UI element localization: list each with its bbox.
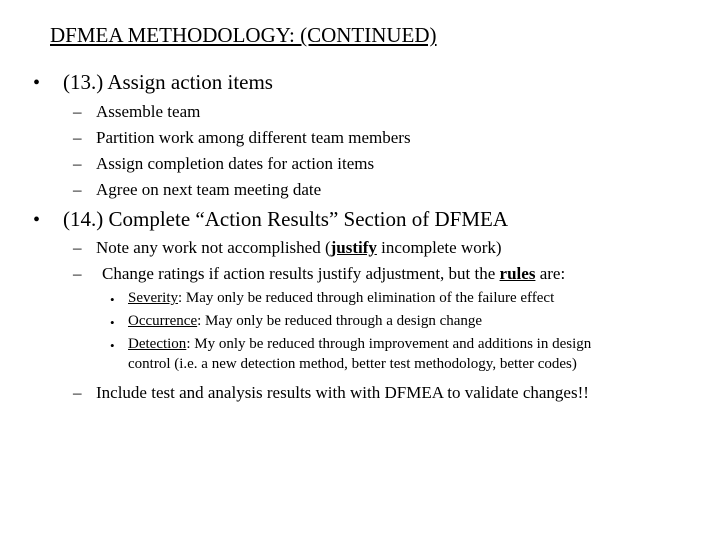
rule-occurrence	[128, 313, 482, 330]
list-item: Assemble team	[96, 102, 201, 121]
note-item	[96, 238, 502, 258]
dash-icon: –	[73, 180, 82, 199]
change-text-after: are:	[535, 264, 566, 283]
change-text-before: Change ratings if action results justify adjustment, but the	[102, 264, 500, 283]
rule-severity	[128, 290, 554, 307]
dash-icon: –	[73, 128, 82, 147]
bullet-icon: •	[110, 315, 115, 330]
include-item: Include test and analysis results with with DFMEA to validate changes!!	[96, 383, 589, 402]
change-item	[102, 264, 565, 284]
rule-text: : My only be reduced through improvement and additions in design	[186, 336, 592, 352]
dash-icon: –	[73, 383, 82, 402]
list-item: Partition work among different team members	[96, 128, 411, 147]
note-emphasis: justify	[330, 238, 377, 257]
rule-detection	[128, 336, 591, 353]
rule-label: Detection	[128, 336, 187, 352]
section-13-heading: (13.) Assign action items	[63, 70, 273, 94]
list-item: Assign completion dates for action items	[96, 154, 375, 173]
rule-label: Occurrence	[128, 313, 198, 329]
rule-text: : May only be reduced through elimination of the failure effect	[178, 290, 555, 306]
note-text-before: Note any work not accomplished (	[96, 238, 331, 257]
rule-text: : May only be reduced through a design change	[197, 313, 483, 329]
dash-icon: –	[73, 238, 82, 257]
change-emphasis: rules	[499, 264, 536, 283]
bullet-icon: •	[110, 338, 115, 353]
section-14-heading: (14.) Complete “Action Results” Section of DFMEA	[63, 207, 509, 231]
note-text-after: incomplete work)	[376, 238, 502, 257]
dash-icon: –	[73, 102, 82, 121]
page-title: DFMEA METHODOLOGY: (CONTINUED)	[50, 23, 437, 47]
bullet-icon: •	[110, 292, 115, 307]
bullet-icon: •	[33, 209, 41, 231]
bullet-icon: •	[33, 72, 41, 94]
dash-icon: –	[73, 264, 82, 283]
rule-label: Severity	[128, 290, 178, 306]
dash-icon: –	[73, 154, 82, 173]
list-item: Agree on next team meeting date	[96, 180, 322, 199]
rule-detection-continuation: control (i.e. a new detection method, better test methodology, better codes)	[128, 356, 577, 372]
